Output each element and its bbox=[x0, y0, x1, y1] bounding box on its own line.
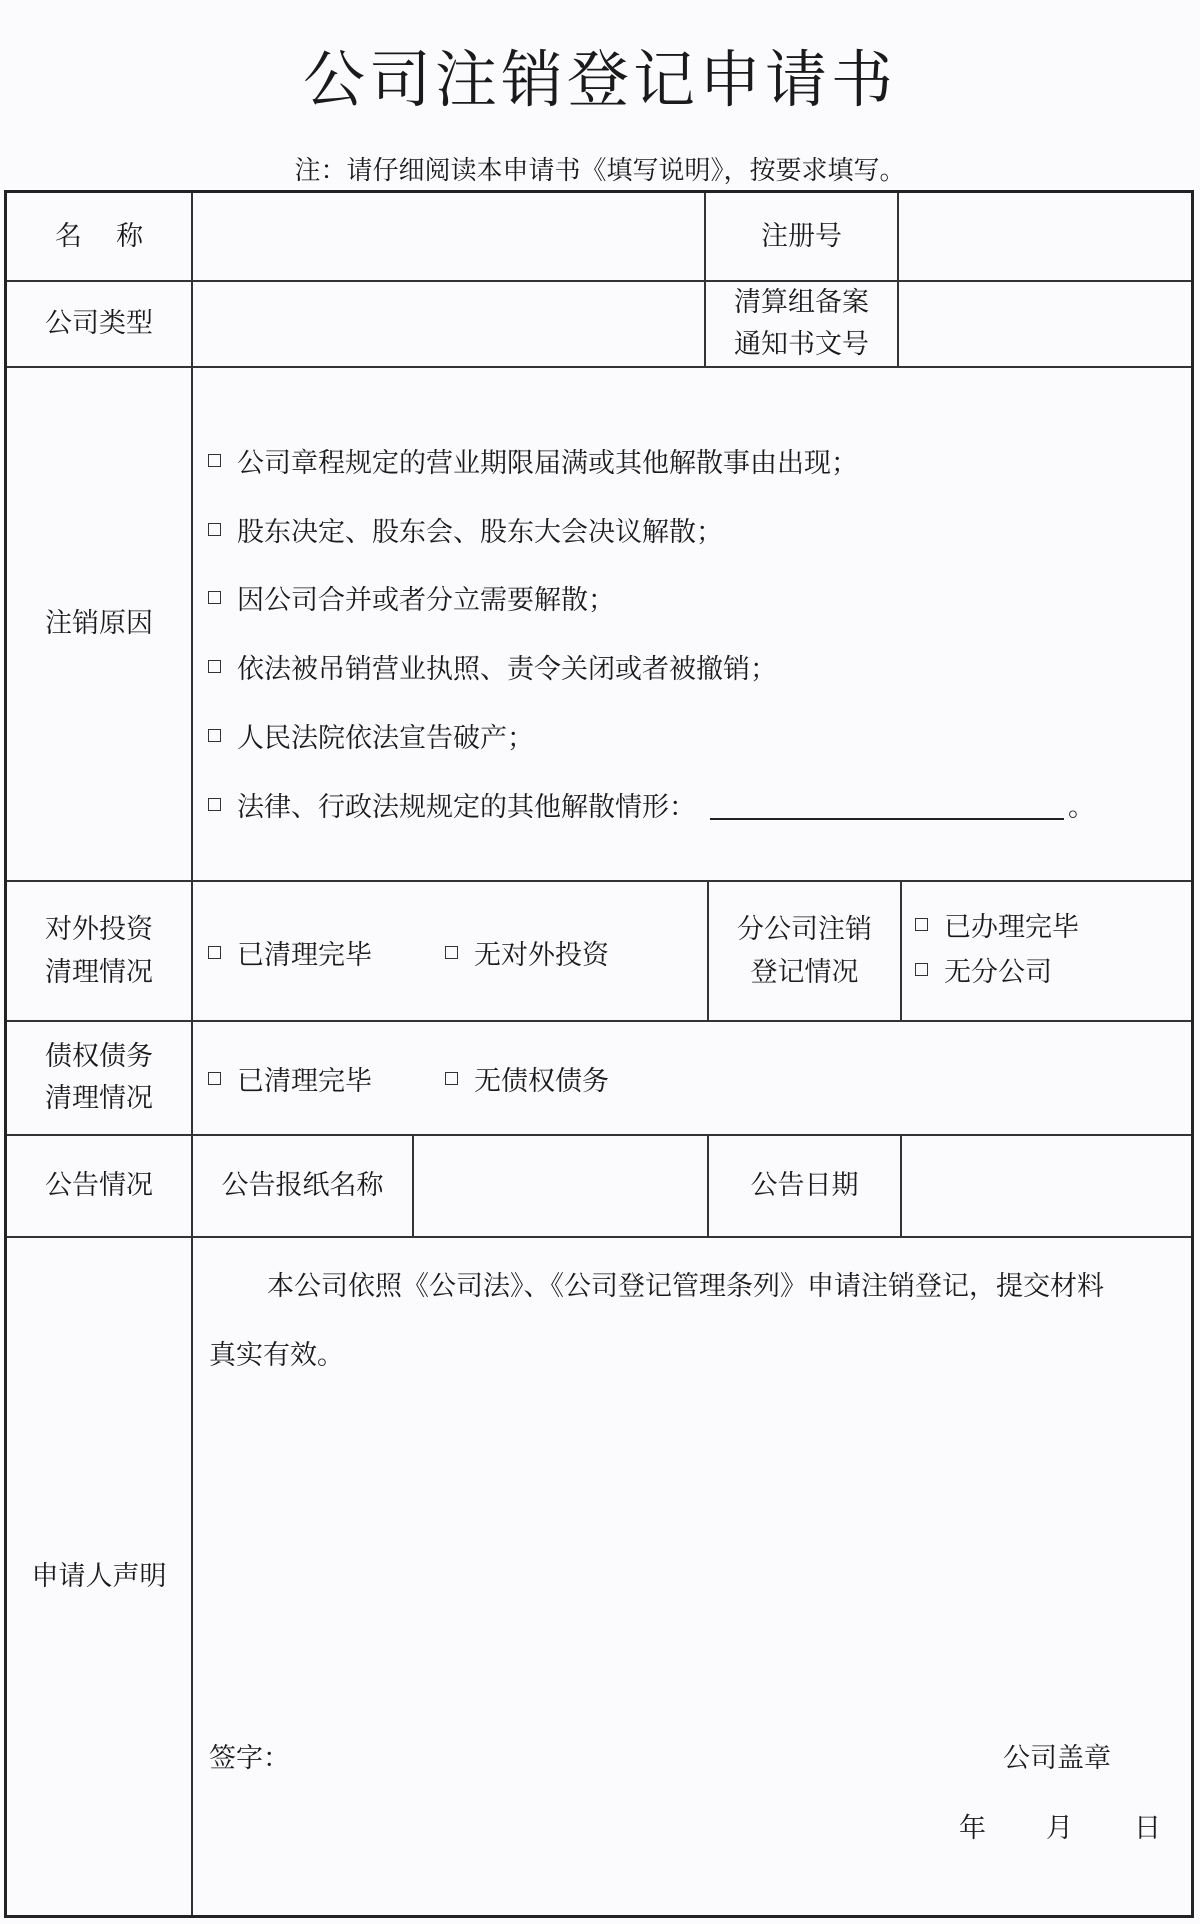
reason-option-text: 人民法院依法宣告破产； bbox=[237, 723, 534, 754]
label-column-divider bbox=[191, 193, 193, 1915]
investment-label-line2: 清理情况 bbox=[45, 957, 153, 988]
branch-label-line2: 登记情况 bbox=[750, 957, 859, 988]
investment-option-1[interactable] bbox=[208, 933, 372, 972]
date-day-label: 日 bbox=[1134, 1813, 1161, 1844]
checkbox-icon[interactable] bbox=[208, 798, 221, 811]
name-label: 名 称 bbox=[54, 220, 144, 252]
reason-option-4[interactable] bbox=[208, 647, 777, 686]
newspaper-label: 公告报纸名称 bbox=[221, 1170, 384, 1202]
column-divider bbox=[900, 880, 902, 1020]
investment-option-2[interactable] bbox=[445, 933, 609, 972]
reason-label: 注销原因 bbox=[45, 608, 153, 640]
date-year-label: 年 bbox=[959, 1813, 986, 1844]
investment-label-line1: 对外投资 bbox=[45, 913, 153, 945]
checkbox-icon[interactable] bbox=[915, 918, 928, 931]
checkbox-icon[interactable] bbox=[208, 660, 221, 673]
liquidation-doc-no-field[interactable] bbox=[899, 282, 1191, 366]
newspaper-field[interactable] bbox=[414, 1136, 707, 1236]
branch-option-1[interactable] bbox=[915, 905, 1079, 944]
branch-option-2[interactable] bbox=[915, 950, 1052, 989]
checkbox-icon[interactable] bbox=[445, 1072, 458, 1085]
investment-option-text: 无对外投资 bbox=[474, 940, 609, 971]
branch-label-line1: 分公司注销 bbox=[737, 913, 872, 945]
checkbox-icon[interactable] bbox=[915, 963, 928, 976]
announce-date-label: 公告日期 bbox=[750, 1170, 859, 1202]
company-seal-label: 公司盖章 bbox=[1003, 1743, 1111, 1774]
checkbox-icon[interactable] bbox=[208, 591, 221, 604]
reason-option-text: 依法被吊销营业执照、责令关闭或者被撤销； bbox=[237, 654, 777, 685]
checkbox-icon[interactable] bbox=[208, 946, 221, 959]
date-month-label: 月 bbox=[1046, 1813, 1073, 1844]
debt-label bbox=[7, 1022, 191, 1134]
company-type-field[interactable] bbox=[193, 282, 704, 366]
debt-option-1[interactable] bbox=[208, 1059, 372, 1098]
branch-label bbox=[709, 882, 900, 1020]
branch-option-text: 无分公司 bbox=[944, 957, 1052, 988]
document-title: 公司注销登记申请书 bbox=[302, 43, 897, 116]
company-type-label: 公司类型 bbox=[45, 308, 153, 340]
reason-option-text: 公司章程规定的营业期限届满或其他解散事由出现； bbox=[237, 448, 858, 479]
checkbox-icon[interactable] bbox=[445, 946, 458, 959]
reason-option-1[interactable] bbox=[208, 441, 858, 480]
checkbox-icon[interactable] bbox=[208, 523, 221, 536]
reason-option-text: 因公司合并或者分立需要解散； bbox=[237, 585, 615, 616]
reason-option-text: 股东决定、股东会、股东大会决议解散； bbox=[237, 517, 723, 548]
announcement-label: 公告情况 bbox=[45, 1170, 153, 1202]
signature-label: 签字： bbox=[209, 1743, 290, 1774]
liquidation-doc-no-label-line1: 清算组备案 bbox=[734, 287, 869, 319]
other-reason-blank[interactable] bbox=[710, 790, 1064, 820]
reason-end-mark: 。 bbox=[1068, 792, 1095, 823]
declaration-label: 申请人声明 bbox=[31, 1560, 167, 1592]
branch-option-text: 已办理完毕 bbox=[944, 912, 1079, 943]
investment-label bbox=[7, 882, 191, 1020]
debt-option-text: 已清理完毕 bbox=[237, 1066, 372, 1097]
checkbox-icon[interactable] bbox=[208, 729, 221, 742]
debt-option-2[interactable] bbox=[445, 1059, 609, 1098]
debt-label-line2: 清理情况 bbox=[45, 1083, 153, 1114]
reason-option-3[interactable] bbox=[208, 578, 615, 617]
liquidation-doc-no-label bbox=[706, 282, 897, 366]
investment-option-text: 已清理完毕 bbox=[237, 940, 372, 971]
checkbox-icon[interactable] bbox=[208, 1072, 221, 1085]
announce-date-field[interactable] bbox=[902, 1136, 1191, 1236]
declaration-text-line1: 本公司依照《公司法》、《公司登记管理条列》申请注销登记，提交材料 bbox=[267, 1271, 1104, 1302]
reason-option-6[interactable] bbox=[208, 785, 1095, 824]
reason-option-2[interactable] bbox=[208, 510, 723, 549]
liquidation-doc-no-label-line2: 通知书文号 bbox=[734, 329, 869, 360]
instruction-note: 注：请仔细阅读本申请书《填写说明》，按要求填写。 bbox=[294, 156, 906, 186]
debt-option-text: 无债权债务 bbox=[474, 1066, 609, 1097]
declaration-text-line2: 真实有效。 bbox=[209, 1340, 344, 1371]
checkbox-icon[interactable] bbox=[208, 454, 221, 467]
reason-option-text: 法律、行政法规规定的其他解散情形： bbox=[237, 792, 696, 823]
debt-label-line1: 债权债务 bbox=[45, 1041, 153, 1073]
reason-option-5[interactable] bbox=[208, 716, 534, 755]
application-form bbox=[4, 190, 1194, 1918]
reg-no-label: 注册号 bbox=[761, 220, 842, 252]
name-field[interactable] bbox=[193, 193, 704, 280]
reg-no-field[interactable] bbox=[899, 193, 1191, 280]
